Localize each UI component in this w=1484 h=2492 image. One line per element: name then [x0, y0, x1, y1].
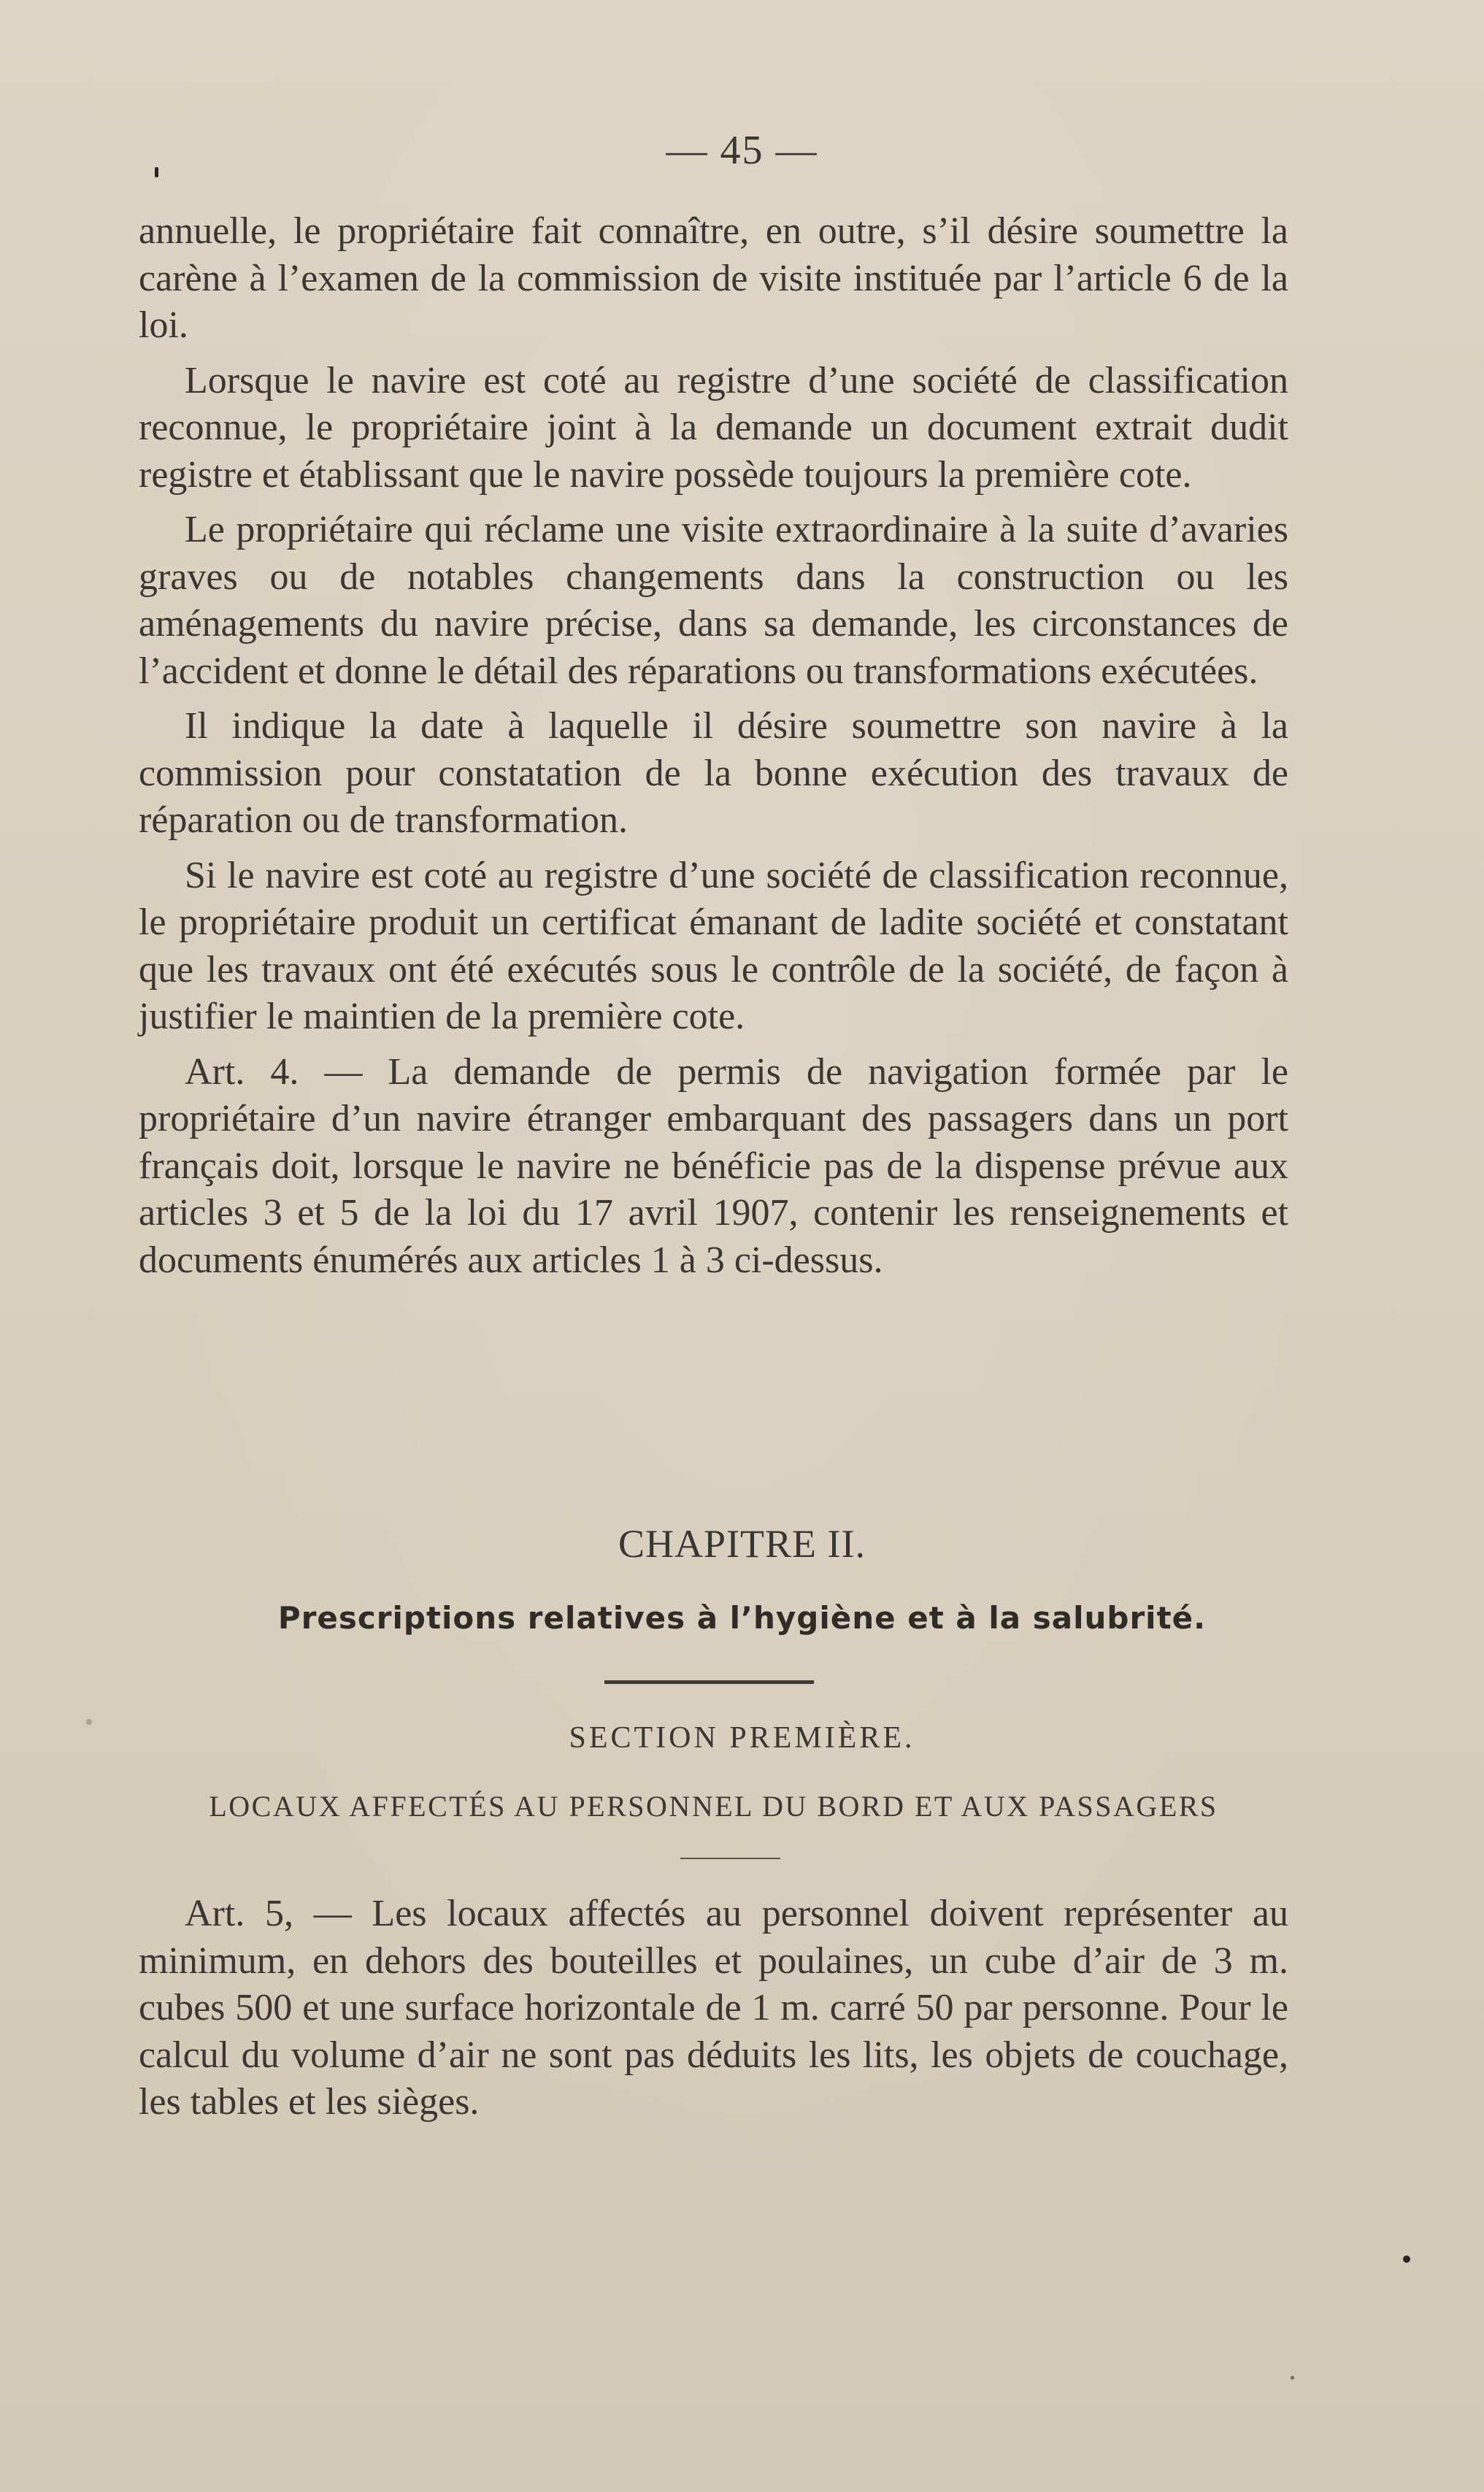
article-4-paragraph: Art. 4. — La demande de permis de navigation formée par le propriétaire d’un navire étranger embarquant des passagers dans un port français doit, lorsque le navire ne bénéficie pas de la dispense prévue aux articles 3 et 5 de la loi du 17 avril 1907, contenir les renseignements et documents énumérés aux articles 1 à 3 ci-dessus.: [139, 1050, 1288, 1281]
article-5-text: [139, 1891, 1288, 2126]
paragraph: Le propriétaire qui réclame une visite extraordinaire à la suite d’avaries graves ou de notables changements dans la construction ou les aménagements du navire précise, dans sa demande, les circonstances de l’accident et donne le détail des réparations ou transformations exécutées.: [139, 509, 1288, 692]
chapter-title: CHAPITRE II.: [618, 1522, 866, 1566]
paper-speck: [155, 167, 158, 177]
divider-rule-small: [680, 1858, 780, 1859]
page-number: — 45 —: [666, 128, 818, 173]
paper-speck: [1291, 2376, 1294, 2380]
paragraph: annuelle, le propriétaire fait connaître, en outre, s’il désire soumettre la carène à l’examen de la commission de visite instituée par l’article 6 de la loi.: [139, 210, 1288, 346]
article-5-paragraph: Art. 5, — Les locaux affectés au personnel doivent représenter au minimum, en dehors des bouteilles et poulaines, un cube d’air de 3 m. cubes 500 et une surface horizontale de 1 m. carré 50 par personne. Pour le calcul du volume d’air ne sont pas déduits les lits, les objets de couchage, les tables et les sièges.: [139, 1893, 1288, 2123]
paragraph: Lorsque le navire est coté au registre d’une société de classification reconnue, le propriétaire joint à la demande un document extrait dudit registre et établissant que le navire possède toujours la première cote.: [139, 359, 1288, 496]
paragraph: Si le navire est coté au registre d’une société de classification reconnue, le propriétaire produit un certificat émanant de ladite société et constatant que les travaux ont été exécutés sous le contrôle de la société, de façon à justifier le maintien de la première cote.: [139, 854, 1288, 1037]
section-title: SECTION PREMIÈRE.: [569, 1721, 915, 1755]
paper-speck: [1403, 2256, 1410, 2263]
body-text: [139, 208, 1288, 1284]
section-heading: LOCAUX AFFECTÉS AU PERSONNEL DU BORD ET AUX PASSAGERS: [209, 1790, 1218, 1823]
paper-speck: [86, 1719, 92, 1725]
chapter-subtitle: Prescriptions relatives à l’hygiène et à la salubrité.: [277, 1600, 1207, 1636]
divider-rule: [604, 1680, 814, 1684]
paragraph: Il indique la date à laquelle il désire soumettre son navire à la commission pour constatation de la bonne exécution des travaux de réparation ou de transformation.: [139, 705, 1288, 841]
